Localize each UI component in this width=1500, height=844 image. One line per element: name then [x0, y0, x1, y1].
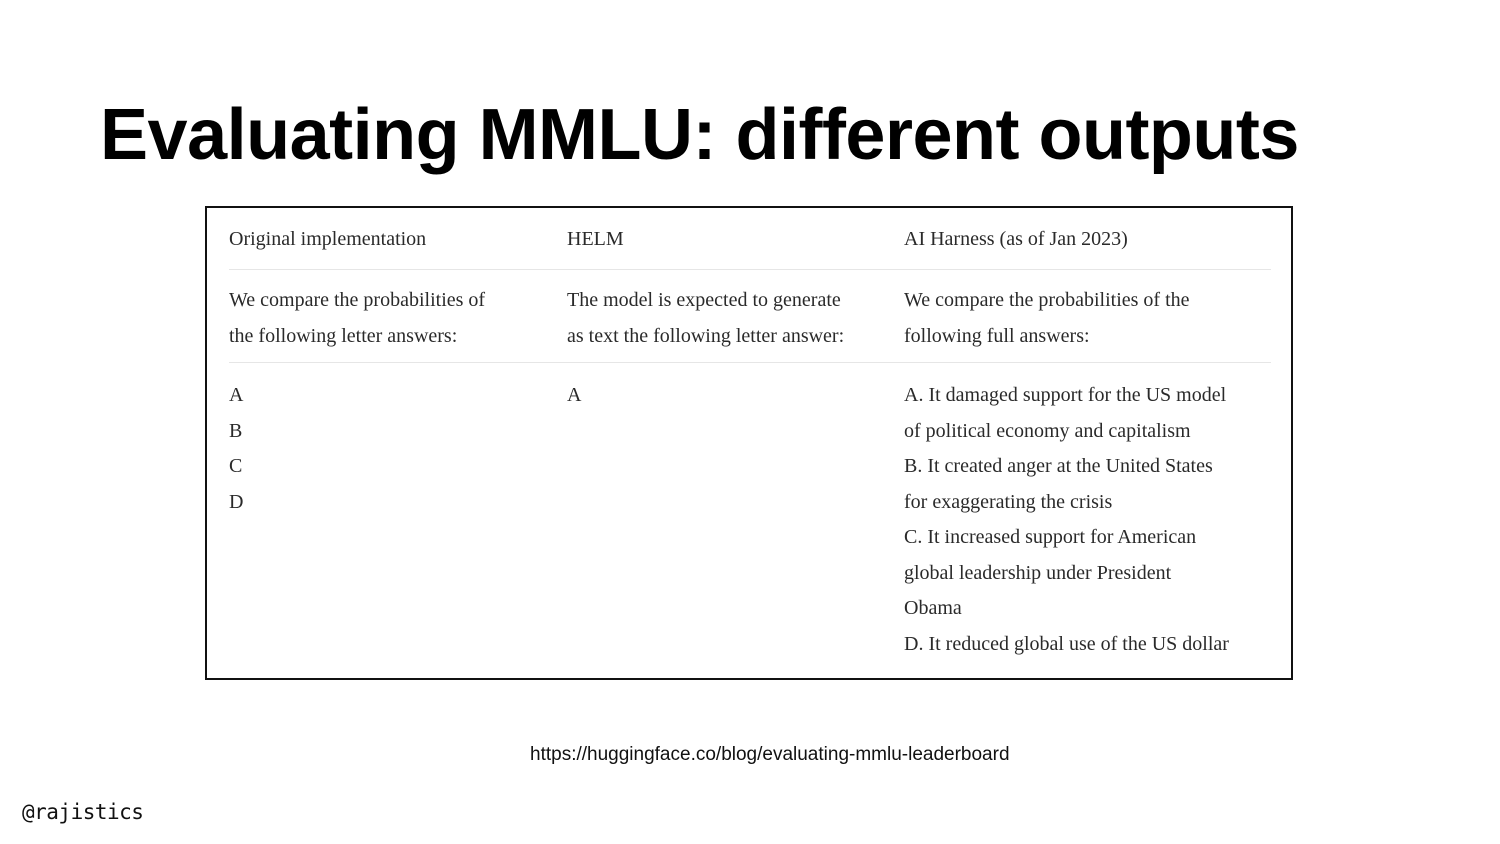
header-ai-harness: AI Harness (as of Jan 2023) [904, 228, 1128, 250]
header-original-implementation: Original implementation [229, 228, 427, 250]
options-helm [567, 378, 904, 662]
options-original [229, 378, 567, 662]
option-line: C [229, 455, 243, 477]
option-line: C. It increased support for American [904, 526, 1197, 548]
option-line: A. It damaged support for the US model [904, 384, 1227, 406]
option-line: D. It reduced global use of the US dollar [904, 632, 1229, 655]
option-line: for exaggerating the crisis [904, 490, 1113, 513]
description-line: We compare the probabilities of the [904, 289, 1190, 311]
option-line: A [229, 384, 244, 406]
description-original [229, 283, 567, 354]
source-link[interactable]: https://huggingface.co/blog/evaluating-mmlu-leaderboard [530, 744, 1010, 765]
table-description-row [229, 270, 1271, 363]
description-line: The model is expected to generate [567, 289, 841, 311]
description-helm [567, 283, 904, 354]
author-handle: @rajistics [22, 800, 144, 824]
table-grid [229, 222, 1271, 662]
option-line: global leadership under President [904, 561, 1172, 584]
options-ai-harness [904, 378, 1271, 662]
comparison-table [205, 206, 1293, 680]
description-line: following full answers: [904, 324, 1090, 347]
option-line: B. It created anger at the United States [904, 455, 1213, 477]
option-line: D [229, 490, 244, 513]
option-line: Obama [904, 597, 962, 619]
description-line: as text the following letter answer: [567, 324, 845, 347]
table-options-row [229, 363, 1271, 662]
option-line: B [229, 419, 243, 442]
description-line: We compare the probabilities of [229, 289, 486, 311]
description-ai-harness [904, 283, 1271, 354]
header-helm: HELM [567, 228, 624, 250]
description-line: the following letter answers: [229, 324, 458, 347]
table-header-row [229, 222, 1271, 270]
slide-title: Evaluating MMLU: different outputs [100, 95, 1299, 175]
option-line: A [567, 384, 582, 406]
option-line: of political economy and capitalism [904, 419, 1191, 442]
